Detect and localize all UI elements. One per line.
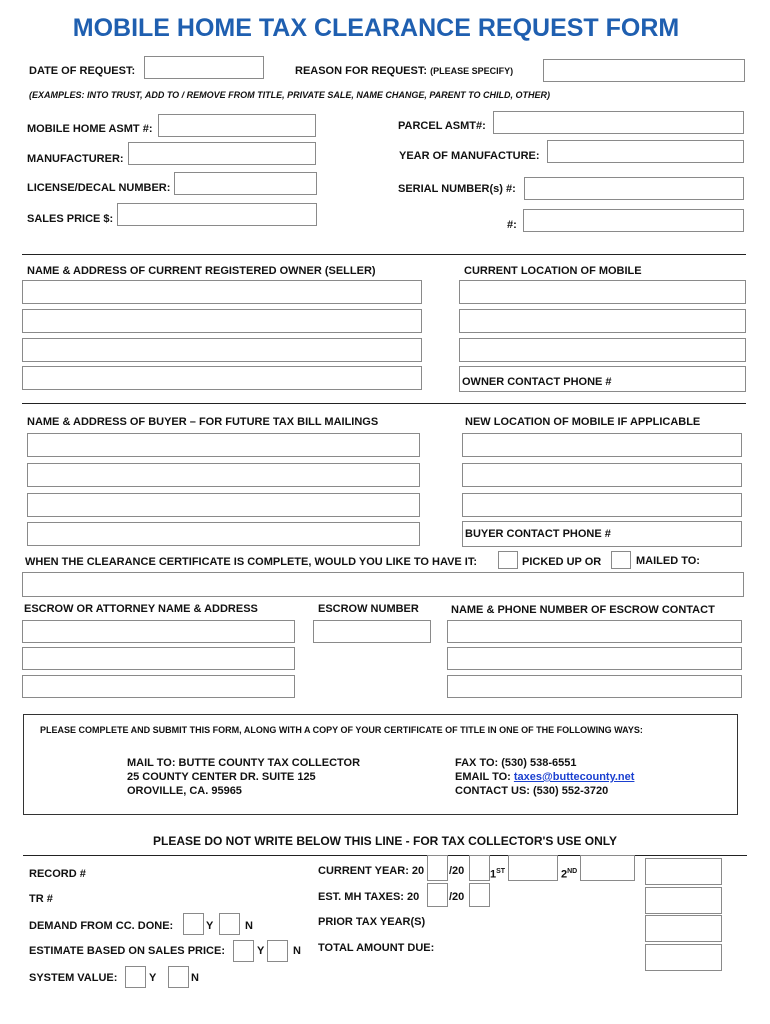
demand-no-checkbox[interactable] bbox=[219, 913, 240, 935]
current-year-amount[interactable] bbox=[645, 858, 722, 885]
buyer-line-2[interactable] bbox=[27, 463, 420, 487]
mail-line-2: 25 COUNTY CENTER DR. SUITE 125 bbox=[127, 771, 316, 783]
mail-line-1: MAIL TO: BUTTE COUNTY TAX COLLECTOR bbox=[127, 757, 361, 769]
system-value-yes-checkbox[interactable] bbox=[125, 966, 146, 988]
demand-yes-label: Y bbox=[206, 920, 214, 932]
escrow-contact-line-2[interactable] bbox=[447, 647, 742, 670]
owner-heading: NAME & ADDRESS OF CURRENT REGISTERED OWNER (SELLER) bbox=[27, 265, 376, 277]
record-label: RECORD # bbox=[29, 868, 86, 880]
fax-number: FAX TO: (530) 538-6551 bbox=[455, 757, 577, 769]
examples-note: (EXAMPLES: INTO TRUST, ADD TO / REMOVE FROM TITLE, PRIVATE SALE, NAME CHANGE, PARENT TO CHILD, OTHER) bbox=[29, 90, 551, 100]
demand-yes-checkbox[interactable] bbox=[183, 913, 204, 935]
mailed-checkbox[interactable] bbox=[611, 551, 631, 569]
serial2-input[interactable] bbox=[523, 209, 744, 232]
reason-input[interactable] bbox=[543, 59, 745, 82]
escrow-number-heading: ESCROW NUMBER bbox=[318, 603, 419, 615]
escrow-name-line-3[interactable] bbox=[22, 675, 295, 698]
first-installment-label: 1ST bbox=[490, 868, 506, 881]
prior-years-label: PRIOR TAX YEAR(S) bbox=[318, 916, 426, 928]
delivery-question: WHEN THE CLEARANCE CERTIFICATE IS COMPLETE, WOULD YOU LIKE TO HAVE IT: bbox=[25, 556, 478, 568]
current-year-start-input[interactable] bbox=[427, 855, 448, 881]
new-location-line-3[interactable] bbox=[462, 493, 742, 517]
current-location-line-3[interactable] bbox=[459, 338, 746, 362]
est-taxes-slash: /20 bbox=[449, 891, 465, 903]
owner-line-4[interactable] bbox=[22, 366, 422, 390]
demand-label: DEMAND FROM CC. DONE: bbox=[29, 920, 174, 932]
owner-phone-label: OWNER CONTACT PHONE # bbox=[462, 376, 612, 388]
office-divider bbox=[23, 855, 747, 856]
system-value-label: SYSTEM VALUE: bbox=[29, 972, 118, 984]
buyer-line-3[interactable] bbox=[27, 493, 420, 517]
est-taxes-label: EST. MH TAXES: 20 bbox=[318, 891, 420, 903]
system-value-yes-label: Y bbox=[149, 972, 157, 984]
date-input[interactable] bbox=[144, 56, 264, 79]
demand-no-label: N bbox=[245, 920, 253, 932]
new-location-heading: NEW LOCATION OF MOBILE IF APPLICABLE bbox=[465, 416, 701, 428]
manufacturer-input[interactable] bbox=[128, 142, 316, 165]
current-location-line-2[interactable] bbox=[459, 309, 746, 333]
prior-years-amount[interactable] bbox=[645, 915, 722, 942]
total-due-label: TOTAL AMOUNT DUE: bbox=[318, 942, 435, 954]
buyer-line-4[interactable] bbox=[27, 522, 420, 546]
serial2-label: #: bbox=[507, 219, 517, 231]
current-location-heading: CURRENT LOCATION OF MOBILE bbox=[464, 265, 642, 277]
est-taxes-start-input[interactable] bbox=[427, 883, 448, 907]
picked-up-label: PICKED UP OR bbox=[522, 556, 602, 568]
estimate-label: ESTIMATE BASED ON SALES PRICE: bbox=[29, 945, 225, 957]
license-label: LICENSE/DECAL NUMBER: bbox=[27, 182, 171, 194]
date-label: DATE OF REQUEST: bbox=[29, 65, 136, 77]
parcel-asmt-label: PARCEL ASMT#: bbox=[398, 120, 486, 132]
parcel-asmt-input[interactable] bbox=[493, 111, 744, 134]
new-location-line-2[interactable] bbox=[462, 463, 742, 487]
submission-instructions: PLEASE COMPLETE AND SUBMIT THIS FORM, ALONG WITH A COPY OF YOUR CERTIFICATE OF TITLE IN ONE OF THE FOLLOWING WAYS: bbox=[40, 725, 643, 735]
estimate-no-label: N bbox=[293, 945, 301, 957]
email-link[interactable]: taxes@buttecounty.net bbox=[513, 771, 635, 783]
escrow-contact-heading: NAME & PHONE NUMBER OF ESCROW CONTACT bbox=[451, 604, 715, 616]
mailing-address-input[interactable] bbox=[22, 572, 744, 597]
new-location-line-1[interactable] bbox=[462, 433, 742, 457]
escrow-name-line-1[interactable] bbox=[22, 620, 295, 643]
escrow-contact-line-1[interactable] bbox=[447, 620, 742, 643]
email-line: EMAIL TO: taxes@buttecounty.net bbox=[455, 771, 635, 783]
mailed-label: MAILED TO: bbox=[636, 555, 700, 567]
estimate-no-checkbox[interactable] bbox=[267, 940, 288, 962]
system-value-no-checkbox[interactable] bbox=[168, 966, 189, 988]
est-taxes-end-input[interactable] bbox=[469, 883, 490, 907]
owner-line-1[interactable] bbox=[22, 280, 422, 304]
section-divider bbox=[22, 254, 746, 255]
picked-up-checkbox[interactable] bbox=[498, 551, 518, 569]
system-value-no-label: N bbox=[191, 972, 199, 984]
estimate-yes-label: Y bbox=[257, 945, 265, 957]
second-installment-input[interactable] bbox=[580, 855, 635, 881]
buyer-phone-label: BUYER CONTACT PHONE # bbox=[465, 528, 611, 540]
total-due-amount[interactable] bbox=[645, 944, 722, 971]
sales-price-label: SALES PRICE $: bbox=[27, 213, 114, 225]
current-year-slash: /20 bbox=[449, 865, 465, 877]
escrow-number-input[interactable] bbox=[313, 620, 431, 643]
buyer-heading: NAME & ADDRESS OF BUYER – FOR FUTURE TAX BILL MAILINGS bbox=[27, 416, 379, 428]
buyer-line-1[interactable] bbox=[27, 433, 420, 457]
mh-asmt-input[interactable] bbox=[158, 114, 316, 137]
mh-asmt-label: MOBILE HOME ASMT #: bbox=[27, 123, 153, 135]
year-mfr-label: YEAR OF MANUFACTURE: bbox=[399, 150, 540, 162]
escrow-contact-line-3[interactable] bbox=[447, 675, 742, 698]
current-year-label: CURRENT YEAR: 20 bbox=[318, 865, 425, 877]
sales-price-input[interactable] bbox=[117, 203, 317, 226]
escrow-name-line-2[interactable] bbox=[22, 647, 295, 670]
license-input[interactable] bbox=[174, 172, 317, 195]
serial-input[interactable] bbox=[524, 177, 744, 200]
est-taxes-amount[interactable] bbox=[645, 887, 722, 914]
current-year-end-input[interactable] bbox=[469, 855, 490, 881]
tr-label: TR # bbox=[29, 893, 53, 905]
contact-phone: CONTACT US: (530) 552-3720 bbox=[455, 785, 609, 797]
estimate-yes-checkbox[interactable] bbox=[233, 940, 254, 962]
manufacturer-label: MANUFACTURER: bbox=[27, 153, 124, 165]
mail-line-3: OROVILLE, CA. 95965 bbox=[127, 785, 242, 797]
owner-line-2[interactable] bbox=[22, 309, 422, 333]
second-installment-label: 2ND bbox=[561, 868, 578, 881]
office-use-heading: PLEASE DO NOT WRITE BELOW THIS LINE - FOR TAX COLLECTOR'S USE ONLY bbox=[153, 834, 617, 848]
section-divider bbox=[22, 403, 746, 404]
year-mfr-input[interactable] bbox=[547, 140, 744, 163]
form-title: MOBILE HOME TAX CLEARANCE REQUEST FORM bbox=[72, 14, 680, 42]
first-installment-input[interactable] bbox=[508, 855, 558, 881]
current-location-line-1[interactable] bbox=[459, 280, 746, 304]
reason-label: REASON FOR REQUEST: (PLEASE SPECIFY) bbox=[295, 65, 514, 77]
serial-label: SERIAL NUMBER(s) #: bbox=[398, 183, 516, 195]
owner-line-3[interactable] bbox=[22, 338, 422, 362]
escrow-name-heading: ESCROW OR ATTORNEY NAME & ADDRESS bbox=[24, 603, 258, 615]
